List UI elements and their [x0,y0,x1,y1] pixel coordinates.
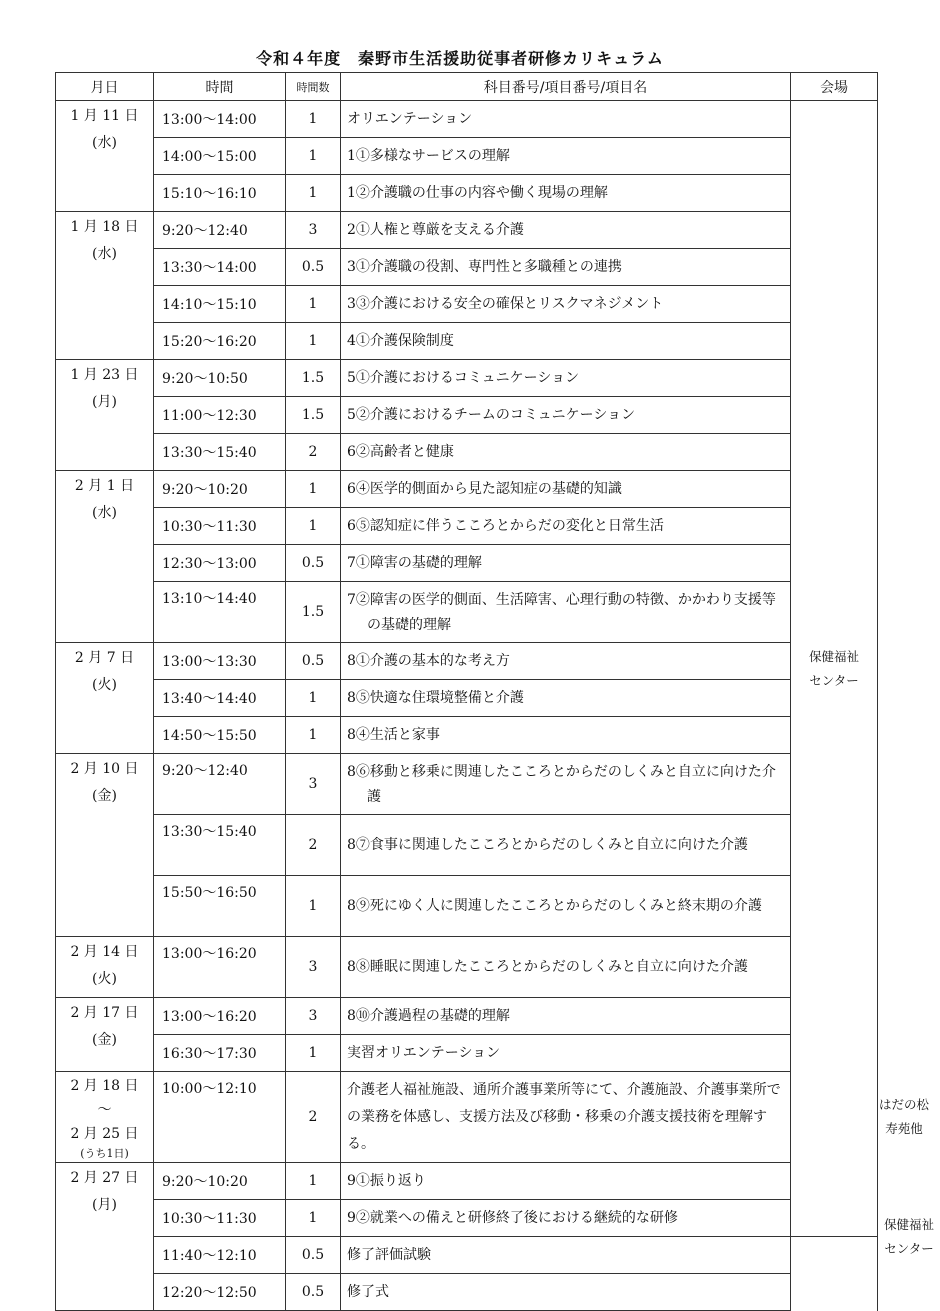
hours-cell: 1 [286,1035,341,1072]
time-cell: 10:30～11:30 [154,508,286,545]
hours-cell: 3 [286,212,341,249]
time-cell: 12:20～12:50 [154,1274,286,1311]
hours-cell: 1 [286,323,341,360]
subject-cell: 修了式 [341,1274,791,1311]
time-cell: 15:50～16:50 [154,876,286,937]
date-label: 2 月 10 日 [70,761,139,777]
date-label: 2 月 1 日 [74,478,135,494]
date-label: 1 月 23 日 [70,367,139,383]
hours-cell: 3 [286,998,341,1035]
subject-cell: 3①介護職の役割、専門性と多職種との連携 [341,249,791,286]
date-cell [56,101,154,212]
hours-cell: 3 [286,937,341,998]
date-label: 2 月 14 日 [70,944,139,960]
weekday-label: (水) [92,135,117,151]
date-cell [56,212,154,360]
date-label: 2 月 17 日 [70,1005,139,1021]
time-cell: 9:20～10:20 [154,1163,286,1200]
hours-cell: 1 [286,1200,341,1237]
subject-cell: 実習オリエンテーション [341,1035,791,1072]
header-date: 月日 [56,73,154,101]
subject-cell: 4①介護保険制度 [341,323,791,360]
date-cell [56,937,154,998]
weekday-label: (火) [92,971,117,987]
hours-cell: 2 [286,434,341,471]
hours-cell: 1.5 [286,397,341,434]
table-row [56,754,878,815]
venue-label: 保健福祉センター [808,648,859,688]
subject-cell: 8⑦食事に関連したこころとからだのしくみと自立に向けた介護 [341,815,791,876]
table-row [56,643,878,680]
hours-cell: 1 [286,876,341,937]
hours-cell: 2 [286,1072,341,1163]
table-row [56,1274,878,1311]
subject-cell: オリエンテーション [341,101,791,138]
date-label: 1 月 11 日 [70,108,139,124]
table-row [56,138,878,175]
time-cell: 13:40～14:40 [154,680,286,717]
date-note: (うち1日) [80,1147,129,1160]
weekday-label: (金) [92,788,117,804]
date-label: 2 月 18 日 [70,1078,139,1094]
date-cell [56,1163,154,1311]
time-cell: 13:00～14:00 [154,101,286,138]
table-row [56,717,878,754]
weekday-label: (金) [92,1032,117,1048]
subject-cell: 6⑤認知症に伴うこころとからだの変化と日常生活 [341,508,791,545]
curriculum-table [55,72,934,1311]
table-row [56,582,878,643]
date-cell [56,471,154,643]
time-cell: 9:20～12:40 [154,212,286,249]
date-cell [56,754,154,937]
table-row [56,286,878,323]
date-label: 2 月 27 日 [70,1170,139,1186]
hours-cell: 1 [286,175,341,212]
time-cell: 10:30～11:30 [154,1200,286,1237]
table-row [56,323,878,360]
subject-cell: 8①介護の基本的な考え方 [341,643,791,680]
header-subject: 科目番号/項目番号/項目名 [341,73,791,101]
time-cell: 10:00～12:10 [154,1072,286,1163]
hours-cell: 0.5 [286,1237,341,1274]
table-row [56,1072,878,1163]
hours-cell: 0.5 [286,249,341,286]
date-cell [56,998,154,1072]
table-row [56,1035,878,1072]
subject-cell: 3③介護における安全の確保とリスクマネジメント [341,286,791,323]
time-cell: 12:30～13:00 [154,545,286,582]
page-title: 令和４年度 秦野市生活援助従事者研修カリキュラム [256,49,664,68]
time-cell: 13:00～16:20 [154,998,286,1035]
weekday-label: (月) [92,1197,117,1213]
weekday-label: (火) [92,677,117,693]
subject-cell: 9①振り返り [341,1163,791,1200]
table-row [56,937,878,998]
hours-cell: 0.5 [286,643,341,680]
table-row [56,471,878,508]
subject-cell: 9②就業への備えと研修終了後における継続的な研修 [341,1200,791,1237]
weekday-label: (月) [92,394,117,410]
subject-cell: 1②介護職の仕事の内容や働く現場の理解 [341,175,791,212]
subject-cell: 2①人権と尊厳を支える介護 [341,212,791,249]
hours-cell: 1 [286,101,341,138]
time-cell: 15:20～16:20 [154,323,286,360]
time-cell: 15:10～16:10 [154,175,286,212]
table-row [56,434,878,471]
time-cell: 13:30～14:00 [154,249,286,286]
header-row [56,73,878,101]
subject-cell: 5①介護におけるコミュニケーション [341,360,791,397]
hours-cell: 1.5 [286,360,341,397]
subject-cell: 5②介護におけるチームのコミュニケーション [341,397,791,434]
time-cell: 16:30～17:30 [154,1035,286,1072]
hours-cell: 0.5 [286,1274,341,1311]
time-cell: 9:20～10:50 [154,360,286,397]
header-hours: 時間数 [286,73,341,101]
hours-cell: 0.5 [286,545,341,582]
time-cell: 13:00～13:30 [154,643,286,680]
table-row [56,680,878,717]
time-cell: 13:00～16:20 [154,937,286,998]
subject-cell: 修了評価試験 [341,1237,791,1274]
table-row [56,545,878,582]
table-row [56,815,878,876]
subject-cell: 8⑨死にゆく人に関連したこころとからだのしくみと終末期の介護 [341,876,791,937]
time-cell: 13:30～15:40 [154,434,286,471]
hours-cell: 3 [286,754,341,815]
table-row [56,1200,878,1237]
hours-cell: 1 [286,471,341,508]
subject-cell: 7①障害の基礎的理解 [341,545,791,582]
venue-label: はだの松寿苑他 [878,1097,929,1136]
subject-cell: 6②高齢者と健康 [341,434,791,471]
table-row [56,397,878,434]
hours-cell: 1 [286,717,341,754]
weekday-label: (水) [92,246,117,262]
time-cell: 11:00～12:30 [154,397,286,434]
header-time: 時間 [154,73,286,101]
table-row [56,175,878,212]
time-cell: 9:20～12:40 [154,754,286,815]
date-cell [56,643,154,754]
time-cell: 9:20～10:20 [154,471,286,508]
subject-cell: 7②障害の医学的側面、生活障害、心理行動の特徴、かかわり支援等の基礎的理解 [341,582,791,643]
hours-cell: 1 [286,138,341,175]
subject-cell: 6④医学的側面から見た認知症の基礎的知識 [341,471,791,508]
header-venue: 会場 [791,73,878,101]
hours-cell: 1 [286,680,341,717]
table-row [56,249,878,286]
hours-cell: 1.5 [286,582,341,643]
subject-cell: 1①多様なサービスの理解 [341,138,791,175]
hours-cell: 1 [286,508,341,545]
time-cell: 14:50～15:50 [154,717,286,754]
time-cell: 14:10～15:10 [154,286,286,323]
subject-cell: 8⑩介護過程の基礎的理解 [341,998,791,1035]
venue-cell [791,101,878,1237]
venue-label: 保健福祉センター [883,1216,934,1256]
table-row [56,101,878,138]
table-row [56,998,878,1035]
table-row [56,1237,878,1274]
subject-cell: 8⑧睡眠に関連したこころとからだのしくみと自立に向けた介護 [341,937,791,998]
hours-cell: 2 [286,815,341,876]
time-cell: 14:00～15:00 [154,138,286,175]
subject-cell: 8⑥移動と移乗に関連したこころとからだのしくみと自立に向けた介護 [341,754,791,815]
table-row [56,508,878,545]
table-row [56,876,878,937]
time-cell: 11:40～12:10 [154,1237,286,1274]
weekday-label: (水) [92,505,117,521]
date-cell [56,360,154,471]
table-row [56,212,878,249]
hours-cell: 1 [286,1163,341,1200]
range-tilde: ～ [97,1102,112,1118]
date-label-end: 2 月 25 日 [70,1126,139,1142]
date-cell [56,1072,154,1163]
date-label: 1 月 18 日 [70,219,139,235]
date-label: 2 月 7 日 [74,650,135,666]
table-row [56,360,878,397]
subject-cell: 8⑤快適な住環境整備と介護 [341,680,791,717]
table-row [56,1163,878,1200]
hours-cell: 1 [286,286,341,323]
subject-cell: 8④生活と家事 [341,717,791,754]
time-cell: 13:10～14:40 [154,582,286,643]
subject-cell: 介護老人福祉施設、通所介護事業所等にて、介護施設、介護事業所での業務を体感し、支援方法及び移動・移乗の介護支援技術を理解する。 [341,1072,791,1163]
time-cell: 13:30～15:40 [154,815,286,876]
